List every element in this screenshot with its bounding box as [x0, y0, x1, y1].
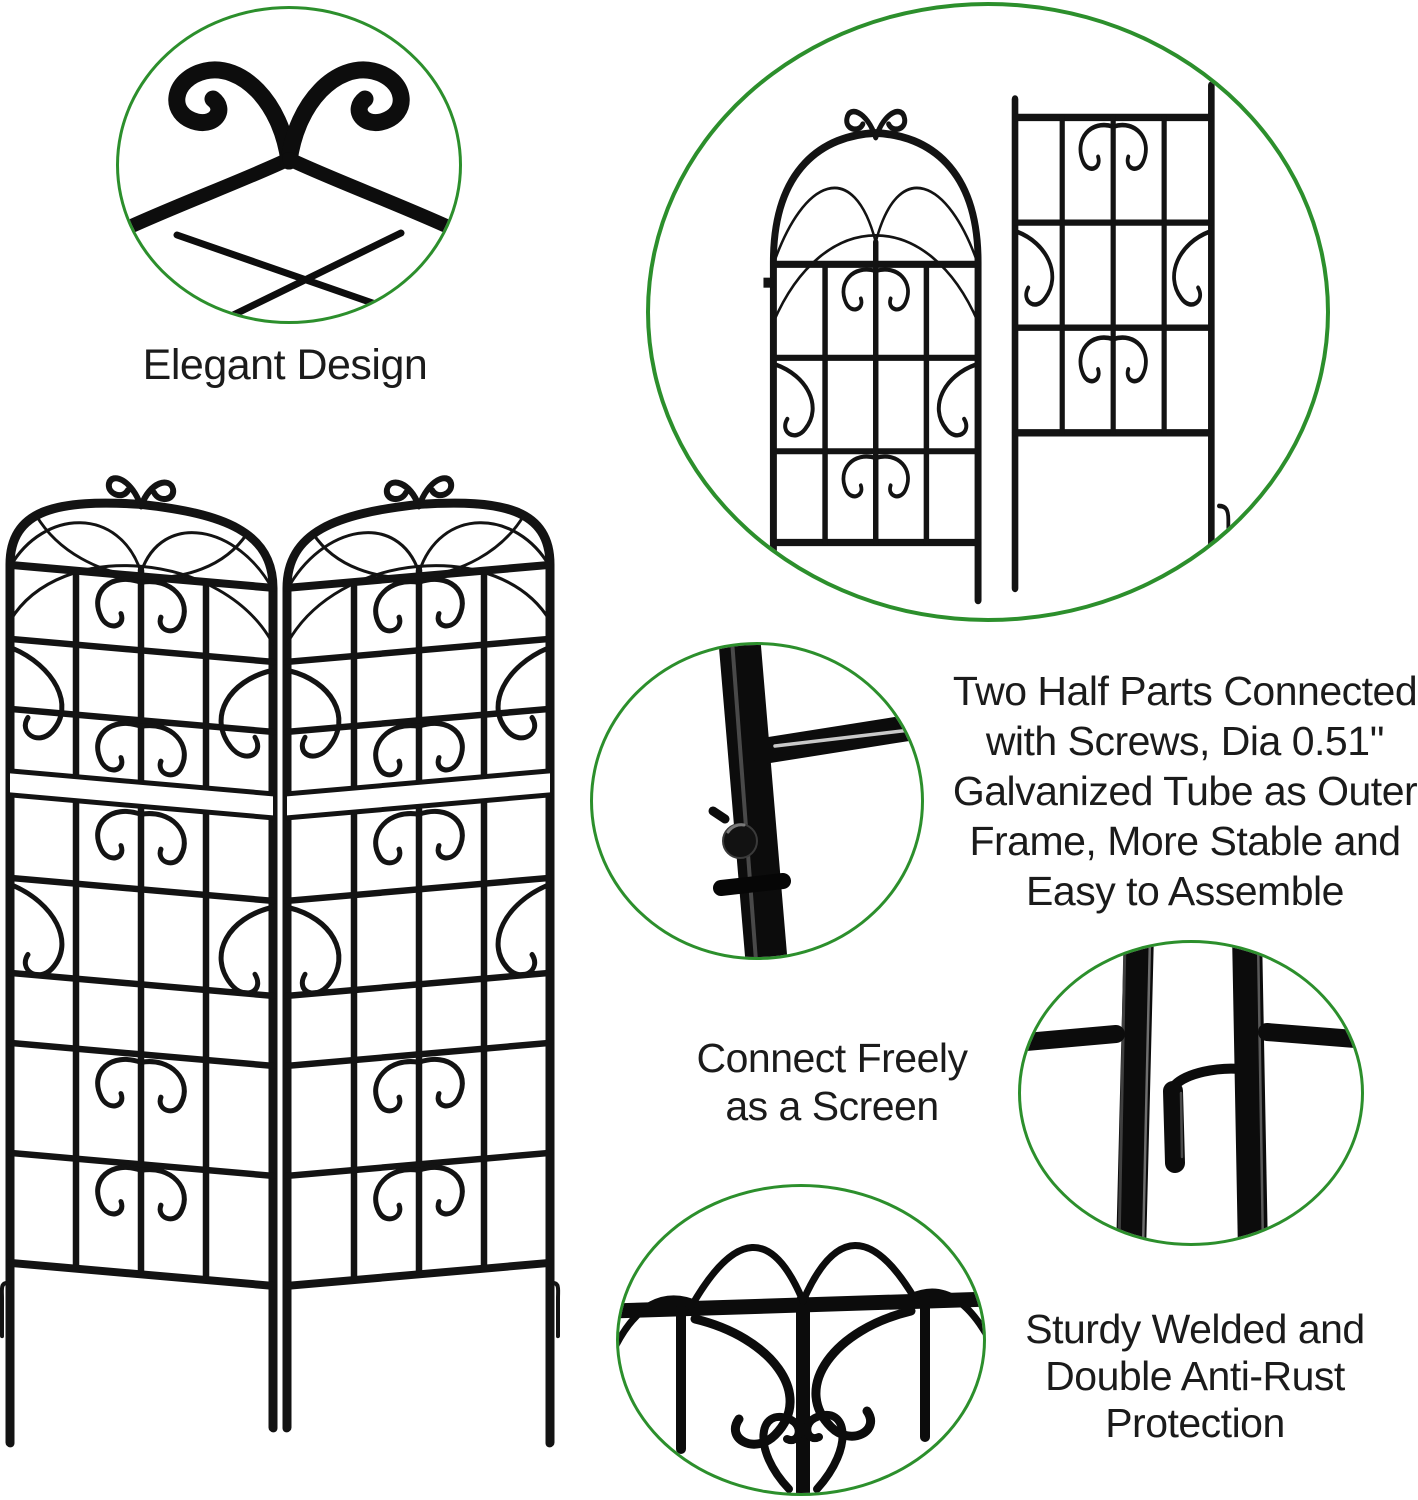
callout-line: as a Screen: [725, 1083, 939, 1129]
callout-line: Sturdy Welded and: [1025, 1306, 1365, 1352]
callout-line: Galvanized Tube as Outer: [952, 768, 1418, 814]
welded-hook-connection-closeup-image: [1021, 943, 1361, 1243]
connect-freely-label: [632, 1034, 1032, 1130]
callout-line: Connect Freely: [696, 1035, 968, 1081]
callout-line: Two Half Parts Connected: [952, 668, 1418, 714]
sturdy-welded-label: [980, 1306, 1410, 1447]
two-trellis-panels-image: [650, 6, 1326, 618]
main-trellis-screen-figure: [0, 452, 575, 1462]
callout-line: with Screws, Dia 0.51'': [985, 718, 1385, 764]
screw-connection-closeup-image: [593, 645, 921, 957]
arch-scroll-closeup-image: [619, 1187, 983, 1493]
two-half-parts-label: [952, 666, 1418, 916]
arch-detail-callout-circle: [616, 1184, 986, 1496]
welded-joint-callout-circle: [1018, 940, 1364, 1246]
elegant-design-callout-circle: [116, 6, 462, 324]
two-panels-callout-circle: [646, 2, 1330, 622]
callout-line: Elegant Design: [142, 341, 428, 389]
callout-line: Easy to Assemble: [1026, 868, 1344, 914]
screw-connection-callout-circle: [590, 642, 924, 960]
callout-line: Frame, More Stable and: [969, 818, 1401, 864]
scroll-finial-closeup-image: [119, 9, 459, 321]
callout-line: Protection: [1105, 1400, 1285, 1446]
callout-line: Double Anti-Rust: [1045, 1353, 1345, 1399]
elegant-design-label: [85, 342, 485, 388]
two-panel-trellis-screen-image: [0, 452, 575, 1462]
